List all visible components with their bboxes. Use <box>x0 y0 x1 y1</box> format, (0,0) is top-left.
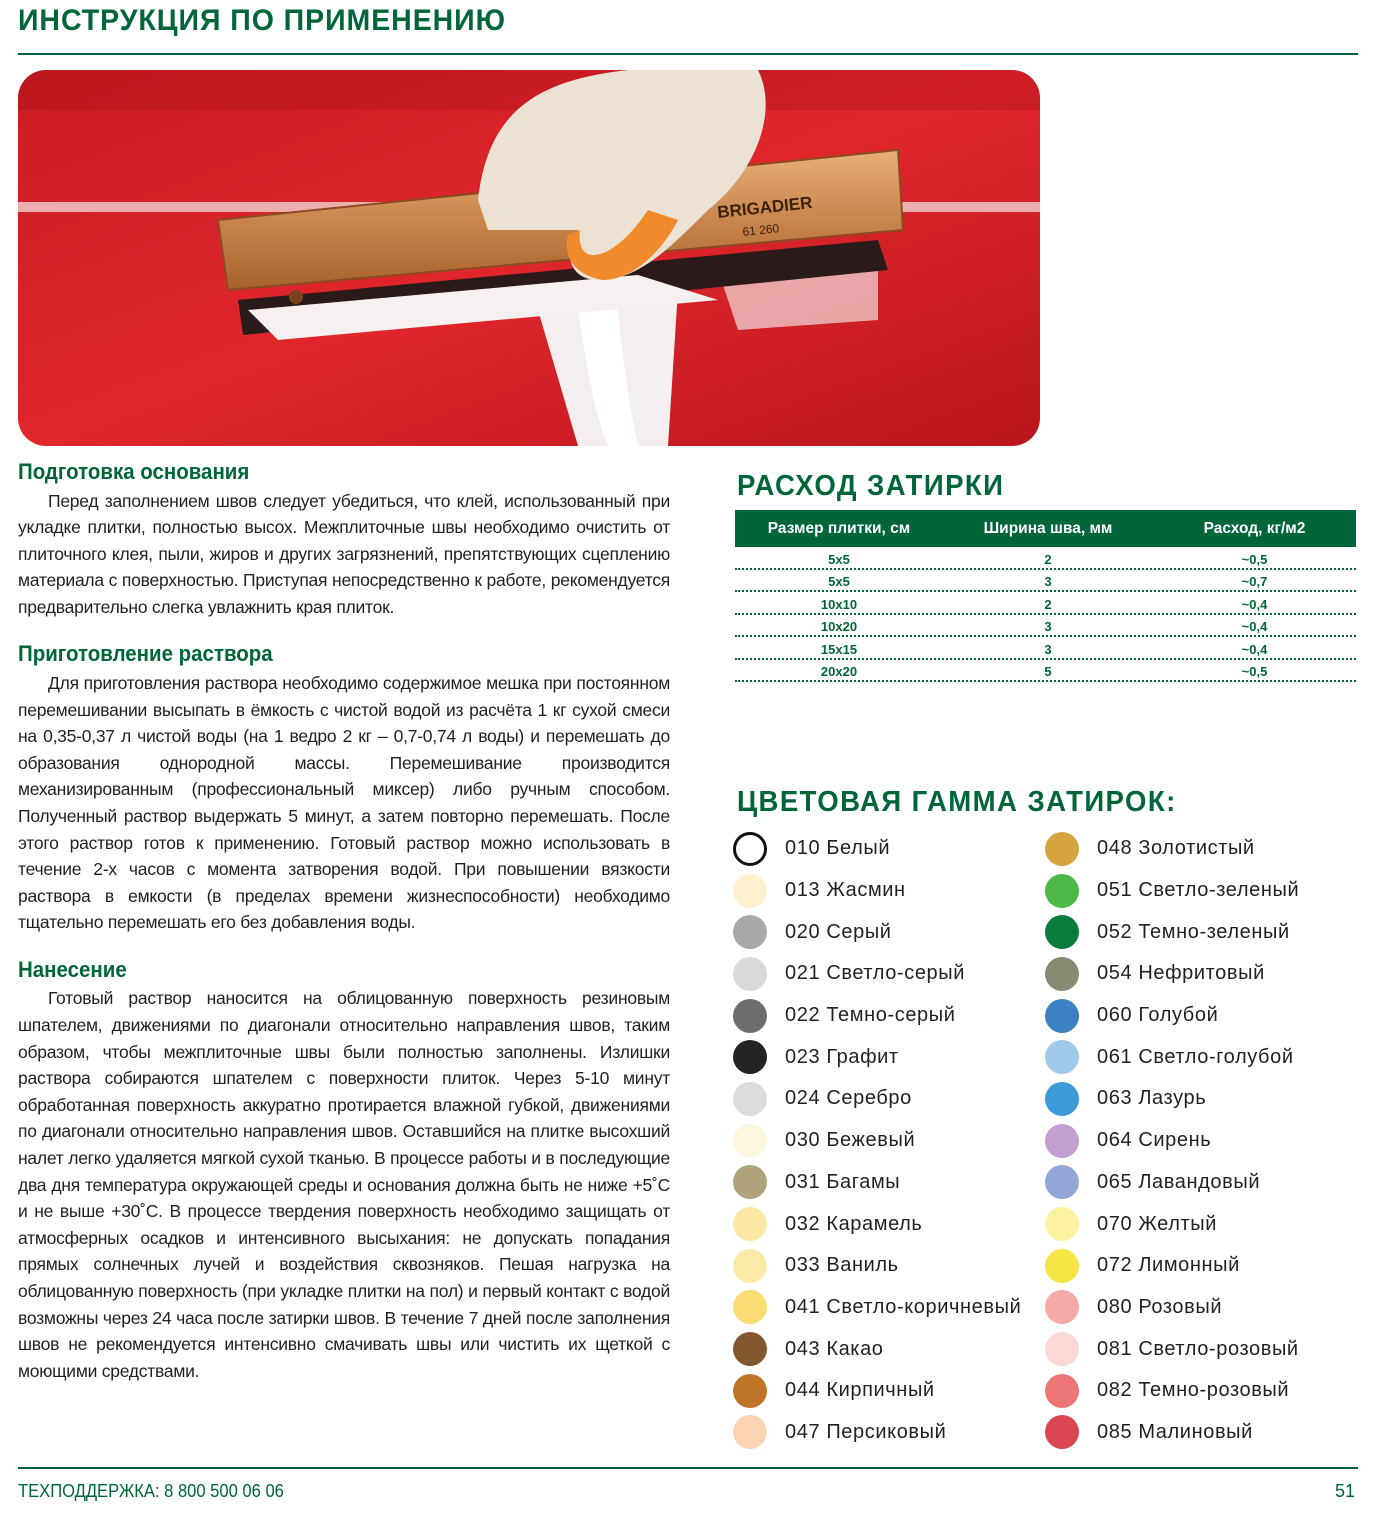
instructions-column <box>18 458 670 1384</box>
color-label: 082 Темно-розовый <box>1097 1379 1290 1402</box>
cell-tile-size: 15x15 <box>820 641 858 657</box>
color-dot <box>733 1374 767 1408</box>
color-label: 054 Нефритовый <box>1097 962 1265 985</box>
color-label: 022 Темно-серый <box>785 1004 956 1027</box>
color-label: 044 Кирпичный <box>785 1379 935 1402</box>
cell-consumption: ~0,4 <box>1241 641 1268 657</box>
color-swatch-item <box>733 995 1021 1037</box>
color-label: 043 Какао <box>785 1337 884 1360</box>
header-tile-size: Размер плитки, см <box>767 519 911 537</box>
cell-consumption: ~0,4 <box>1241 619 1268 634</box>
page-title: ИНСТРУКЦИЯ ПО ПРИМЕНЕНИЮ <box>18 4 506 37</box>
color-swatch-item <box>1045 1287 1299 1329</box>
section-heading: Подготовка основания <box>18 459 250 484</box>
color-palette <box>733 828 1353 1448</box>
table-row <box>735 615 1356 638</box>
color-swatch-item <box>1045 953 1299 995</box>
section-heading: Нанесение <box>18 956 127 982</box>
color-label: 033 Ваниль <box>785 1254 899 1277</box>
color-dot <box>733 1082 767 1116</box>
color-label: 023 Графит <box>785 1045 899 1068</box>
cell-tile-size: 5x5 <box>828 551 850 567</box>
color-dot <box>1045 874 1079 908</box>
color-swatch-item <box>733 1203 1021 1245</box>
color-label: 081 Светло-розовый <box>1097 1337 1299 1360</box>
color-label: 065 Лавандовый <box>1097 1170 1261 1193</box>
section-text: Для приготовления раствора необходимо содержимое мешка при постоянном перемешивании высыпать в ёмкость с чистой водой из расчёта 1 кг сухой смеси на 0,35-0,37 л чистой воды (на 1 ведро 2 кг – 0,7-0,74 л воды) и перемешать до образования однородной массы. Перемешивание производится механизированным (профессиональный миксер) либо ручным способом. Полученный раствор выдержать 5 минут, а затем повторно перемешать. После этого раствор готов к применению. Готовый раствор можно использовать в течение 2-х часов с момента затворения водой. При повышении вязкости раствора в емкости (в пределах времени жизнеспособности) необходимо тщательно перемешать его без добавления воды. <box>18 672 670 933</box>
color-swatch-item <box>733 1412 1021 1454</box>
color-label: 032 Карамель <box>785 1212 923 1235</box>
color-dot <box>733 1249 767 1283</box>
color-swatch-item <box>1045 1203 1299 1245</box>
table-row <box>735 637 1356 660</box>
color-dot <box>1045 1249 1079 1283</box>
color-swatch-item <box>1045 1412 1299 1454</box>
section-mixing <box>18 640 670 935</box>
section-heading: Приготовление раствора <box>18 641 273 667</box>
top-divider <box>18 53 1358 55</box>
color-dot <box>1045 1082 1079 1116</box>
color-dot <box>1045 999 1079 1033</box>
color-dot <box>1045 1165 1079 1199</box>
cell-consumption: ~0,7 <box>1241 574 1268 589</box>
color-swatch-item <box>733 1036 1021 1078</box>
color-swatch-item <box>1045 870 1299 912</box>
color-swatch-item <box>1045 1120 1299 1162</box>
color-label: 047 Персиковый <box>785 1420 947 1443</box>
section-text: Готовый раствор наносится на облицованную поверхность резиновым шпателем, движениями по диагонали относительно направления швов, таким образом, чтобы межплиточные швы были полностью заполнены. Излишки раствора собираются шпателем с поверхности плиток. Через 5-10 минут обработанная поверхность аккуратно протирается влажной губкой, движениями по диагонали относительно направления швов. Оставшийся на плитке высохший налет легко удаляется мягкой сухой тканью. В процессе работы и в последующие два дня температура окружающей среды и основания должна быть не ниже +5˚C и не выше +30˚C. В процессе твердения поверхность необходимо защищать от атмосферных осадков и интенсивного высыхания: не допускать попадания прямых солнечных лучей и воздействия сквозняков. Пешая нагрузка на облицованную поверхность (при укладке плитки на пол) и первый контакт с водой возможны через 24 часа после затирки швов. В течение 7 дней после заполнения швов не рекомендуется интенсивно смачивать швы или чистить их щеткой с моющими средствами. <box>18 988 670 1381</box>
color-label: 080 Розовый <box>1097 1295 1223 1318</box>
cell-consumption: ~0,4 <box>1241 596 1268 612</box>
color-swatch-item <box>1045 911 1299 953</box>
color-dot <box>733 1415 767 1449</box>
page-number: 51 <box>1334 1481 1355 1501</box>
color-dot <box>1045 1290 1079 1324</box>
section-preparation <box>18 458 670 620</box>
color-label: 041 Светло-коричневый <box>785 1295 1022 1318</box>
color-swatch-item <box>733 953 1021 995</box>
color-swatch-item <box>733 828 1021 870</box>
color-dot <box>733 1040 767 1074</box>
color-label: 030 Бежевый <box>785 1129 916 1152</box>
color-swatch-item <box>733 870 1021 912</box>
color-dot <box>733 1124 767 1158</box>
color-dot <box>733 957 767 991</box>
color-swatch-item <box>1045 1036 1299 1078</box>
color-swatch-item <box>733 1370 1021 1412</box>
color-dot <box>1045 915 1079 949</box>
cell-joint-width: 2 <box>1044 596 1052 612</box>
color-label: 031 Багамы <box>785 1170 901 1193</box>
color-label: 070 Желтый <box>1097 1212 1217 1235</box>
palette-title: ЦВЕТОВАЯ ГАММА ЗАТИРОК: <box>737 786 1177 818</box>
color-label: 024 Серебро <box>785 1087 912 1110</box>
table-header <box>735 510 1356 547</box>
consumption-title: РАСХОД ЗАТИРКИ <box>737 470 1005 502</box>
color-dot <box>733 1165 767 1199</box>
table-row <box>735 547 1356 570</box>
cell-joint-width: 3 <box>1044 641 1052 657</box>
palette-column-right <box>1045 828 1299 1453</box>
color-swatch-item <box>733 1328 1021 1370</box>
color-swatch-item <box>1045 1162 1299 1204</box>
color-label: 064 Сирень <box>1097 1129 1212 1152</box>
color-dot <box>1045 1040 1079 1074</box>
color-label: 072 Лимонный <box>1097 1254 1240 1277</box>
color-label: 061 Светло-голубой <box>1097 1045 1294 1068</box>
color-dot <box>1045 1207 1079 1241</box>
model-text: 61 260 <box>741 221 780 239</box>
color-dot <box>733 874 767 908</box>
header-joint-width: Ширина шва, мм <box>983 519 1113 537</box>
cell-tile-size: 10x10 <box>820 596 858 612</box>
color-label: 048 Золотистый <box>1097 837 1255 860</box>
cell-tile-size: 20x20 <box>820 664 858 679</box>
cell-joint-width: 2 <box>1044 551 1052 567</box>
color-swatch-item <box>733 911 1021 953</box>
color-swatch-item <box>733 1078 1021 1120</box>
color-swatch-item <box>1045 828 1299 870</box>
table-row <box>735 660 1356 683</box>
header-consumption: Расход, кг/м2 <box>1203 519 1306 537</box>
color-dot <box>733 915 767 949</box>
table-row <box>735 592 1356 615</box>
brand-text: BRIGADIER <box>716 193 814 222</box>
color-swatch-item <box>733 1245 1021 1287</box>
color-dot <box>733 1290 767 1324</box>
color-dot <box>733 1207 767 1241</box>
color-dot <box>1045 1374 1079 1408</box>
color-swatch-item <box>733 1287 1021 1329</box>
color-dot <box>1045 832 1079 866</box>
color-swatch-item <box>1045 1078 1299 1120</box>
consumption-table <box>735 510 1356 682</box>
color-label: 060 Голубой <box>1097 1004 1219 1027</box>
cell-joint-width: 3 <box>1044 574 1052 589</box>
color-dot <box>733 999 767 1033</box>
color-swatch-item <box>1045 995 1299 1037</box>
color-label: 052 Темно-зеленый <box>1097 920 1290 943</box>
color-dot <box>1045 1332 1079 1366</box>
section-text: Перед заполнением швов следует убедиться, что клей, использованный при укладке плитки, полностью высох. Межплиточные швы необходимо очистить от плиточного клея, пыли, жиров и других загрязнений, препятствующих сцеплению материала с поверхностью. Приступая непосредственно к работе, рекомендуется предварительно слегка увлажнить края плиток. <box>18 490 670 617</box>
color-dot <box>1045 957 1079 991</box>
support-phone: ТЕХПОДДЕРЖКА: 8 800 500 06 06 <box>18 1481 284 1501</box>
color-swatch-item <box>1045 1370 1299 1412</box>
color-label: 013 Жасмин <box>785 879 906 902</box>
color-swatch-item <box>1045 1245 1299 1287</box>
table-row <box>735 570 1356 593</box>
color-dot <box>1045 1415 1079 1449</box>
color-label: 020 Серый <box>785 920 892 943</box>
color-label: 085 Малиновый <box>1097 1420 1253 1443</box>
color-dot <box>1045 1124 1079 1158</box>
section-application <box>18 956 670 1384</box>
color-label: 051 Светло-зеленый <box>1097 879 1300 902</box>
color-dot <box>733 1332 767 1366</box>
cell-consumption: ~0,5 <box>1241 664 1268 679</box>
bottom-divider <box>18 1467 1358 1469</box>
cell-tile-size: 10x20 <box>820 619 858 634</box>
color-label: 021 Светло-серый <box>785 962 966 985</box>
cell-tile-size: 5x5 <box>828 574 850 589</box>
cell-joint-width: 3 <box>1044 619 1052 634</box>
color-label: 063 Лазурь <box>1097 1087 1207 1110</box>
color-swatch-item <box>733 1162 1021 1204</box>
cell-joint-width: 5 <box>1044 664 1052 679</box>
color-dot <box>733 832 767 866</box>
color-swatch-item <box>1045 1328 1299 1370</box>
cell-consumption: ~0,5 <box>1241 551 1268 567</box>
color-label: 010 Белый <box>785 837 891 860</box>
palette-column-left <box>733 828 1021 1453</box>
color-swatch-item <box>733 1120 1021 1162</box>
grout-application-photo <box>18 70 1040 446</box>
